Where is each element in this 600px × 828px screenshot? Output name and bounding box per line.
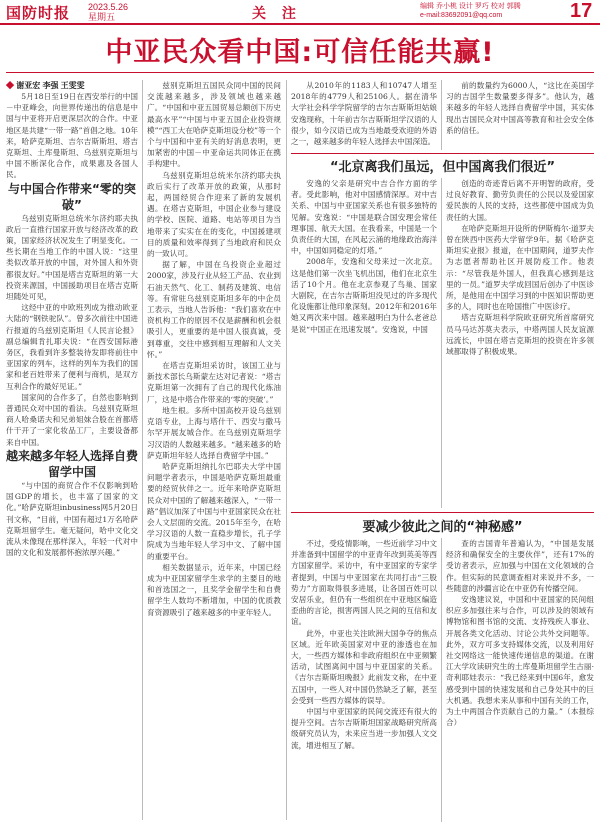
paragraph: 此外，中亚也关注欧洲大国争夺的焦点区域。近年欧美国家对中亚的渗透也在加大，一些西方媒体和非政府组织在中亚频繁活动，试图离间中国与中亚国家的关系。《吉尔吉斯斯坦晚报》此前发文称，在中亚五国中，一些人对中国仍然缺乏了解，甚至会受到一些西方媒体的误导。 <box>291 628 437 705</box>
paragraph: 哈萨克斯坦纳扎尔巴耶夫大学中国问题学者表示，中国是哈萨克斯坦最重要的经贸伙伴之一。近年来哈萨克斯坦民众对中国的了解越来越深入，“一带一路”倡议加深了中国与中亚国家民众在社会人文层面的交流。2015年至今，在哈学习汉语的人数一直稳步增长，孔子学院成为当地年轻人学习中文、了解中国的重要平台。 <box>147 461 281 561</box>
paragraph: 塔吉克斯坦科学院欧亚研究所首席研究员马马达苏莫夫表示，中塔两国人民友谊源远流长，中国在塔吉克斯坦的投资在许多领域都取得了积极成果。 <box>446 313 594 357</box>
column-divider <box>142 80 143 820</box>
page-number: 17 <box>570 0 593 22</box>
paragraph: 这经中亚的中欧班列成为推动欧亚大陆的“钢铁驼队”。曾多次前往中国进行报道的乌兹别克斯坦《人民言论报》副总编辑肯扎耶夫说：“在西安国际港务区，我看到许多整装待发即将前往中亚国家的列车，这样的列车为我们的国家和老百姓带来了便利与商机，是双方互利合作的最好见证。” <box>6 303 138 391</box>
paragraph: 查的吉国青年普遍认为，“中国是发展经济和确保安全的主要伙伴”，还有17%的受访者表示，应加强与中国在文化领域的合作。但实际的民意调查相对来说并不多，一些随意的涉疆言论在中亚仍有传播空间。 <box>446 539 594 593</box>
paragraph: 创造的奇迹背后离不开明智的政府，受过良好教育、勤劳负责任的公民以及爱国家爱民族的人民的支持，这些都使中国成为负责任的大国。 <box>446 179 594 222</box>
paragraph: 国家间的合作多了，自然也影响到普通民众对中国的看法。乌兹别克斯坦商人哈桑诺夫和兄弟姐妹合股在首都塔什干开了一家化妆品工厂，主要设备都来自中国。 <box>6 392 138 447</box>
column-divider <box>286 80 287 820</box>
subheading-students: 越来越多年轻人选择自费留学中国 <box>6 448 138 479</box>
masthead-logo: 国防时报 <box>6 5 71 22</box>
column-3-top <box>291 80 437 150</box>
section-divider <box>291 512 594 513</box>
column-divider <box>441 80 442 150</box>
paragraph: 兹别克斯坦五国民众同中国的民间交流越来越多，涉及领域也越来越广。“中国和中亚五国贸易总额创下历史最高水平”“中国与中亚五国企业投资规模”“西工大在哈萨克斯坦设分校”等一个个与中国和中亚有关的好消息表明，更加紧密的中国－中亚命运共同体正在携手构建中。 <box>147 81 281 169</box>
page-header <box>0 0 600 22</box>
header-divider <box>0 23 600 25</box>
weekday-text: 星期五 <box>88 12 116 22</box>
paragraph: “与中国的商贸合作不仅影响到哈国GDP的增长，也丰富了国家的文化。”哈萨克斯坦inbusiness网5月20日刊文称，“目前，中国有超过1万名哈萨克斯坦留学生。毫无疑问，哈中文化交流从未像现在那样深入，年轻一代对中国的文化和发展都怀抱浓厚兴趣。” <box>6 480 138 558</box>
paragraph: 2008年，安逸和父母来过一次北京。这是他们第一次坐飞机出国，他们在北京生活了10个月。他在北京参观了鸟巢、国家大剧院，在吉尔吉斯斯坦没见过的许多现代化设施都让他印象深刻。2012年和2016年她又两次来中国。越来越明白为什么老爸总是说“中国正在迅速发展”。安逸说，中国 <box>291 257 437 334</box>
column-divider <box>441 178 442 508</box>
column-4-top <box>446 80 594 150</box>
paragraph: 从2010年的1183人和10747人增至2018年的4779人和25106人。据在清华大学社会科学学院留学的吉尔吉斯斯坦姑娘安逸现称，十年前吉尔吉斯斯坦学汉语的人很少，如今汉语已成为当地最受欢迎的外语之一，越来越多的年轻人选择去中国深造。 <box>291 81 437 147</box>
column-3-middle <box>291 178 437 508</box>
paragraph: 地生根。多所中国高校开设乌兹别克语专业，上海与塔什干、西安与撒马尔罕开展友城合作。在乌兹别克斯坦学习汉语的人数越来越多。“越来越多的哈萨克斯坦年轻人选择自费留学中国。” <box>147 405 281 460</box>
section-divider <box>291 153 594 154</box>
paragraph: 据了解，中国在乌投资企业超过2000家，涉及行业从轻工产品、农业到石油天然气、化工、制药及建筑、电信等。有常驻乌兹别克斯坦多年的中企员工表示，当地人告诉他：“我们喜欢在中资机构工作的原因不仅是薪酬和机会很吸引人，更重要的是中国人很真诚，受到尊重，交往中感到相互理解和人文关怀。” <box>147 260 281 359</box>
paragraph: 乌兹别克斯坦总统米尔济约耶夫执政后实行了改革开放的政策，从那时起，两国经贸合作迎来了新的发展机遇。在塔吉克斯坦，中国企业参与建设的学校、医院、道路、电站等项目为当地带来了实实在在的变化，中国援建项目的质量和效率得到了当地政府和民众的一致认可。 <box>147 170 281 259</box>
title-divider <box>6 72 594 73</box>
paragraph: 在塔吉克斯坦采访时，该国工业与新技术部长乌斯蒙左达对记者说：“塔吉克斯坦第一次拥有了自己的现代化炼油厂，这是中塔合作带来的‘零的突破’。” <box>147 361 281 404</box>
column-3-bottom <box>291 538 437 822</box>
article-title: 中亚民众看中国:可信任能共赢! <box>105 37 495 68</box>
paragraph: 安逸的父亲是研究中吉合作方面的学者。受此影响，他对中国感情深厚。对中吉关系、中国与中亚国家关系也有很多独特的见解。安逸说：“中国是联合国安理会常任理事国、航天大国。在我看来，中国是一个负责任的大国，在风起云涌的地缘政治海洋中，中国如同稳定的灯塔。” <box>291 179 437 256</box>
paragraph: 相关数据显示，近年来，中国已经成为中亚国家留学生求学的主要目的地和首选国之一，且奖学金留学生和自费留学生人数均不断增加，中国的优质教育资源吸引了越来越多的中亚年轻人。 <box>147 562 281 617</box>
issue-date <box>88 2 128 22</box>
paragraph: 安逸建议说，中国和中亚国家的民间组织应多加强往来与合作，可以涉及的领域有博物馆和图书馆的交流、支持残疾人事业、开展各类文化活动、讨论公共外交问题等。此外，双方可多支持媒体交流，以及利用好社交网络这一能快速传递信息的渠道。在谢江大学攻读研究生的土库曼斯坦留学生古丽·奇利耶娃表示：“我已经来到中国6年，愈发感受到中国的快速发展和自己身处其中的巨大机遇。我想未来从事和中国有关的工作，为土中两国合作贡献自己的力量。”（本报综合） <box>446 595 594 728</box>
column-2 <box>147 80 281 820</box>
subheading-beijing: “北京离我们虽远，但中国离我们很近” <box>329 160 556 175</box>
editors-line: 编辑 乔小桃 设计 罗巧 校对 郭腾 <box>420 3 521 10</box>
column-4-bottom <box>446 538 594 822</box>
editor-credits <box>420 2 521 20</box>
email-line: e-mail:83692091@qq.com <box>420 12 503 19</box>
date-text: 2023.5.26 <box>88 2 129 12</box>
paragraph: 前的数量约为6000人，“这比在美国学习的吉国学生数量要多得多”。他认为，越来越多的年轻人选择自费留学中国，其实体现出吉国民众对中国高等教育和社会安全体系的信任。 <box>446 81 594 135</box>
paragraph: 乌兹别克斯坦总统米尔济约耶夫执政后一直推行国家开放与经济改革的政策，国家经济状况发生了明显变化。一些长期在当地工作的中国人说：“这里类似改革开放的中国，对外国人和外资都很友好。”中国是塔吉克斯坦的第一大投资来源国，中国援助项目在塔吉克斯坦随处可见， <box>6 213 138 302</box>
author-byline: ◆ 谢亚宏 李强 王雯雯 <box>6 80 138 91</box>
subheading-cooperation: 与中国合作带来“零的突破” <box>8 181 136 212</box>
paragraph: 中国与中亚国家的民间交流还有很大的提升空间。吉尔吉斯斯坦国家战略研究所高级研究员认为，未来应当进一步加强人文交流，增进相互了解。 <box>291 707 437 750</box>
column-1 <box>6 80 138 820</box>
column-divider <box>441 538 442 822</box>
column-4-middle <box>446 178 594 508</box>
paragraph: 不过，受疫情影响，一些近前学习中文并准备到中国留学的中亚青年改到英美等西方国家留学。采访中，有中亚国家的专家学者提到，中国与中亚国家在共同打击“三股势力”方面取得很多进展，让各国百姓可以安居乐业，但仍有一些组织在中亚地区编造歪曲的言论，损害两国人民之间的互信和友谊。 <box>291 539 437 627</box>
section-title: 关 注 <box>252 5 302 21</box>
paragraph: 在哈萨克斯坦开设所的伊斯梅尔·道罗夫曾在陕西中医药大学留学9年。据《哈萨克斯坦实业报》报道，在中国期间，道罗夫作为志愿者帮助社区开展防疫工作。他表示：“尽管我是外国人，但我真心感到是这里的一员。”道罗夫学成回国后创办了中医诊所，是他用在中国学习到的中医知识帮助更多的人，同时也在哈国推广中医诊疗。 <box>446 223 594 312</box>
subheading-mystery: 要减少彼此之间的“神秘感” <box>362 520 523 535</box>
paragraph: 5月18日至19日在西安举行的中国－中亚峰会，向世界传递出的信息是中国与中亚将开启更深层次的合作。中亚地区是共建“一带一路”首倡之地。10年来，哈萨克斯坦、吉尔吉斯斯坦、塔吉克斯坦、土库曼斯坦、乌兹别克斯坦与中国不断深化合作，成果惠及各国人民。 <box>6 92 138 180</box>
